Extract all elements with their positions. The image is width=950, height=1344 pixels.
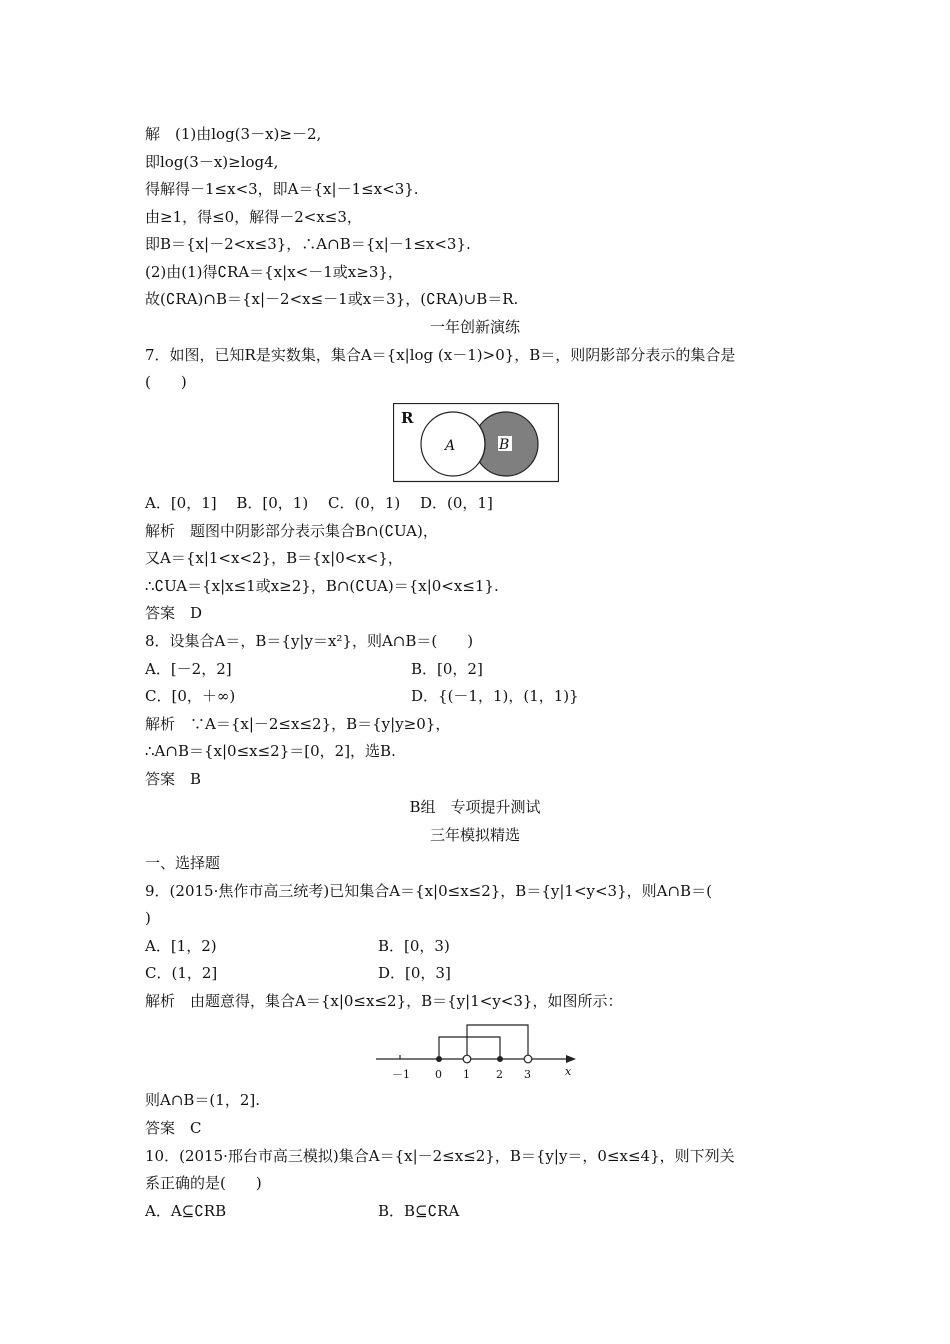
q9-stem-line2: ) [145,909,151,927]
axis-label-3: 3 [524,1068,531,1081]
q8-analysis-2: ∴A∩B＝{x|0≤x≤2}＝[0，2]，选B. [145,742,396,760]
axis-label-2: 2 [496,1068,503,1081]
q10-option-a: A．A⊆∁RB [145,1202,227,1220]
q9-option-a: A．[1，2) [145,937,217,955]
solution-line-5: 即B＝{x|－2<x≤3}，∴A∩B＝{x|－1≤x<3}. [145,235,471,253]
q7-stem-line1: 7．如图，已知R是实数集，集合A＝{x|log (x－1)>0}，B＝，则阴影部分表示的集合是 [145,346,736,364]
venn-label-r: R [401,409,414,427]
solution-line-6: (2)由(1)得∁RA＝{x|x<－1或x≥3}， [145,263,403,281]
q9-answer: 答案 C [145,1119,202,1137]
q9-option-d: D．[0，3] [378,964,451,982]
axis-label-1: 1 [463,1068,470,1081]
section-heading-b: B组 专项提升测试 [409,798,541,816]
section-heading-sannian: 三年模拟精选 [429,826,520,844]
axis-label-0: 0 [435,1068,442,1081]
number-line-diagram [372,1022,582,1082]
q7-stem-line2: ( ) [145,373,187,391]
q8-option-b: B．[0，2] [411,660,483,678]
axis-label-neg1: －1 [392,1068,410,1081]
q9-analysis-2: 则A∩B＝(1，2]. [145,1091,260,1109]
solution-line-7: 故(∁RA)∩B＝{x|－2<x≤－1或x＝3}，(∁RA)∪B＝R. [145,290,519,308]
q10-stem-line1: 10．(2015·邢台市高三模拟)集合A＝{x|－2≤x≤2}，B＝{y|y＝，0≤x≤4}，则下列关 [145,1147,735,1165]
q9-analysis-1: 解析 由题意得，集合A＝{x|0≤x≤2}，B＝{y|1<y<3}，如图所示： [145,992,623,1010]
q9-option-c: C．(1，2] [145,964,218,982]
solution-line-3: 得解得－1≤x<3，即A＝{x|－1≤x<3}. [145,180,419,198]
venn-diagram [393,403,559,483]
q7-answer: 答案 D [145,604,203,622]
q7-analysis-1: 解析 题图中阴影部分表示集合B∩(∁UA)， [145,522,438,540]
q9-stem-line1: 9．(2015·焦作市高三统考)已知集合A＝{x|0≤x≤2}，B＝{y|1<y<3}，则A∩B＝( [145,882,712,900]
q7-analysis-3: ∴∁UA＝{x|x≤1或x≥2}，B∩(∁UA)＝{x|0<x≤1}. [145,577,499,595]
q8-analysis-1: 解析 ∵A＝{x|－2≤x≤2}，B＝{y|y≥0}， [145,715,451,733]
q9-option-b: B．[0，3) [378,937,450,955]
section-choice-heading: 一、选择题 [145,854,221,872]
q10-option-b: B．B⊆∁RA [378,1202,460,1220]
section-heading-yinian: 一年创新演练 [429,318,520,336]
q8-answer: 答案 B [145,770,202,788]
axis-label-x: x [565,1065,572,1078]
q7-analysis-2: 又A＝{x|1<x<2}，B＝{x|0<x<}， [145,549,403,567]
venn-label-a: A [445,438,456,454]
q8-option-d: D．{(－1，1)，(1，1)} [411,687,579,705]
venn-label-b: B [499,437,510,453]
q8-option-c: C．[0，＋∞) [145,687,236,705]
q8-stem: 8．设集合A＝，B＝{y|y＝x²}，则A∩B＝( ) [145,632,474,650]
q10-stem-line2: 系正确的是( ) [145,1174,262,1192]
solution-line-4: 由≥1，得≤0，解得－2<x≤3， [145,208,362,226]
solution-line-1: 解 (1)由log(3－x)≥－2, [145,125,322,143]
solution-line-2: 即log(3－x)≥log4, [145,153,279,171]
q8-option-a: A．[－2，2] [145,660,232,678]
q7-options: A．[0，1] B．[0，1) C．(0，1) D．(0，1] [145,494,493,512]
